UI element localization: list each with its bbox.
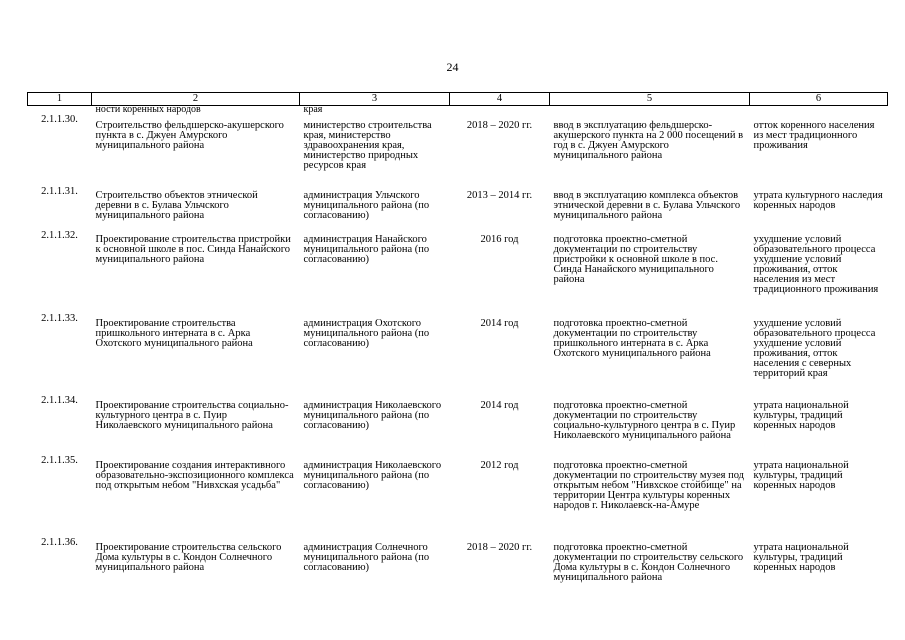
- column-header: 2: [92, 93, 300, 106]
- continuation-cell: ности коренных народов: [95, 105, 201, 115]
- item-number: 2.1.1.36.: [41, 537, 78, 548]
- responsible-executor: администрация Николаевского муниципального района (по согласованию): [303, 460, 442, 491]
- implementation-term: 2018 – 2020 гг.: [466, 120, 533, 131]
- responsible-executor: министерство строительства края, министерство здравоохранения края, министерство природных ресурсов края: [303, 120, 432, 171]
- implementation-term: 2014 год: [480, 318, 519, 329]
- measures-table: [27, 92, 888, 603]
- implementation-term: 2018 – 2020 гг.: [466, 542, 533, 553]
- implementation-term: 2012 год: [480, 460, 519, 471]
- expected-result: подготовка проектно-сметной документации по строительству музея под открытым небом "Нивхское стойбище" на территории Центра культуры коренных народов г. Николаевск-на-Амуре: [553, 460, 744, 511]
- column-header: 6: [750, 93, 888, 106]
- non-implementation-consequence: утрата национальной культуры, традиций коренных народов: [753, 460, 849, 491]
- table-row: [28, 314, 888, 396]
- measure-name: Проектирование строительства сельского Дома культуры в с. Кондон Солнечного муниципального района: [95, 542, 282, 573]
- item-number: 2.1.1.30.: [41, 114, 78, 125]
- non-implementation-consequence: ухудшение условий образовательного процесса ухудшение условий проживания, отток населения из мест традиционного проживания: [753, 234, 879, 295]
- item-number: 2.1.1.32.: [41, 230, 78, 241]
- expected-result: подготовка проектно-сметной документации по строительству сельского Дома культуры в с. Кондон Солнечного муниципального района: [553, 542, 744, 583]
- responsible-executor: администрация Николаевского муниципального района (по согласованию): [303, 400, 442, 431]
- measure-name: Проектирование строительства социально-культурного центра в с. Пуир Николаевского муниципального района: [95, 400, 289, 431]
- expected-result: ввод в эксплуатацию комплекса объектов этнической деревни в с. Булава Ульчского муниципального района: [553, 190, 741, 221]
- column-header: 5: [550, 93, 750, 106]
- expected-result: подготовка проектно-сметной документации по строительству социально-культурного центра в с. Пуир Николаевского муниципального района: [553, 400, 736, 441]
- table-row: [28, 538, 888, 603]
- non-implementation-consequence: утрата национальной культуры, традиций коренных народов: [753, 542, 849, 573]
- measure-name: Проектирование строительства пришкольного интерната в с. Арка Охотского муниципального района: [95, 318, 253, 349]
- table-row: [28, 231, 888, 314]
- continuation-cell: [750, 106, 888, 116]
- implementation-term: 2013 – 2014 гг.: [466, 190, 533, 201]
- column-header: 4: [450, 93, 550, 106]
- non-implementation-consequence: утрата национальной культуры, традиций коренных народов: [753, 400, 849, 431]
- continuation-cell: [550, 106, 750, 116]
- continuation-cell: [450, 106, 550, 116]
- continuation-row: [28, 106, 888, 116]
- item-number: 2.1.1.31.: [41, 186, 78, 197]
- measure-name: Проектирование создания интерактивного образовательно-экспозиционного комплекса под открытым небом "Нивхская усадьба": [95, 460, 294, 491]
- expected-result: подготовка проектно-сметной документации по строительству пристройки к основной школе в пос. Синда Нанайского муниципального района: [553, 234, 718, 285]
- expected-result: подготовка проектно-сметной документации по строительству пришкольного интерната в с. Арка Охотского муниципального района: [553, 318, 711, 359]
- table-row: [28, 456, 888, 538]
- column-header: 3: [300, 93, 450, 106]
- continuation-cell: края: [303, 105, 323, 115]
- item-number: 2.1.1.34.: [41, 395, 78, 406]
- column-header: 1: [28, 93, 92, 106]
- responsible-executor: администрация Солнечного муниципального района (по согласованию): [303, 542, 430, 573]
- measure-name: Строительство объектов этнической деревни в с. Булава Ульчского муниципального района: [95, 190, 258, 221]
- non-implementation-consequence: утрата культурного наследия коренных народов: [753, 190, 883, 211]
- responsible-executor: администрация Нанайского муниципального района (по согласованию): [303, 234, 430, 265]
- non-implementation-consequence: ухудшение условий образовательного процесса ухудшение условий проживания, отток населения с северных территорий края: [753, 318, 876, 379]
- implementation-term: 2014 год: [480, 400, 519, 411]
- page-number: 24: [446, 60, 459, 74]
- column-number-row: [28, 93, 888, 106]
- table-row: [28, 115, 888, 187]
- expected-result: ввод в эксплуатацию фельдшерско-акушерского пункта на 2 000 посещений в год в с. Джуен Амурского муниципального района: [553, 120, 744, 161]
- responsible-executor: администрация Охотского муниципального района (по согласованию): [303, 318, 430, 349]
- measure-name: Проектирование строительства пристройки к основной школе в пос. Синда Нанайского муниципального района: [95, 234, 291, 265]
- table-row: [28, 396, 888, 456]
- responsible-executor: администрация Ульчского муниципального района (по согласованию): [303, 190, 430, 221]
- non-implementation-consequence: отток коренного населения из мест традиционного проживания: [753, 120, 875, 151]
- item-number: 2.1.1.33.: [41, 313, 78, 324]
- implementation-term: 2016 год: [480, 234, 519, 245]
- measure-name: Строительство фельдшерско-акушерского пункта в с. Джуен Амурского муниципального района: [95, 120, 284, 151]
- item-number: 2.1.1.35.: [41, 455, 78, 466]
- table-row: [28, 187, 888, 231]
